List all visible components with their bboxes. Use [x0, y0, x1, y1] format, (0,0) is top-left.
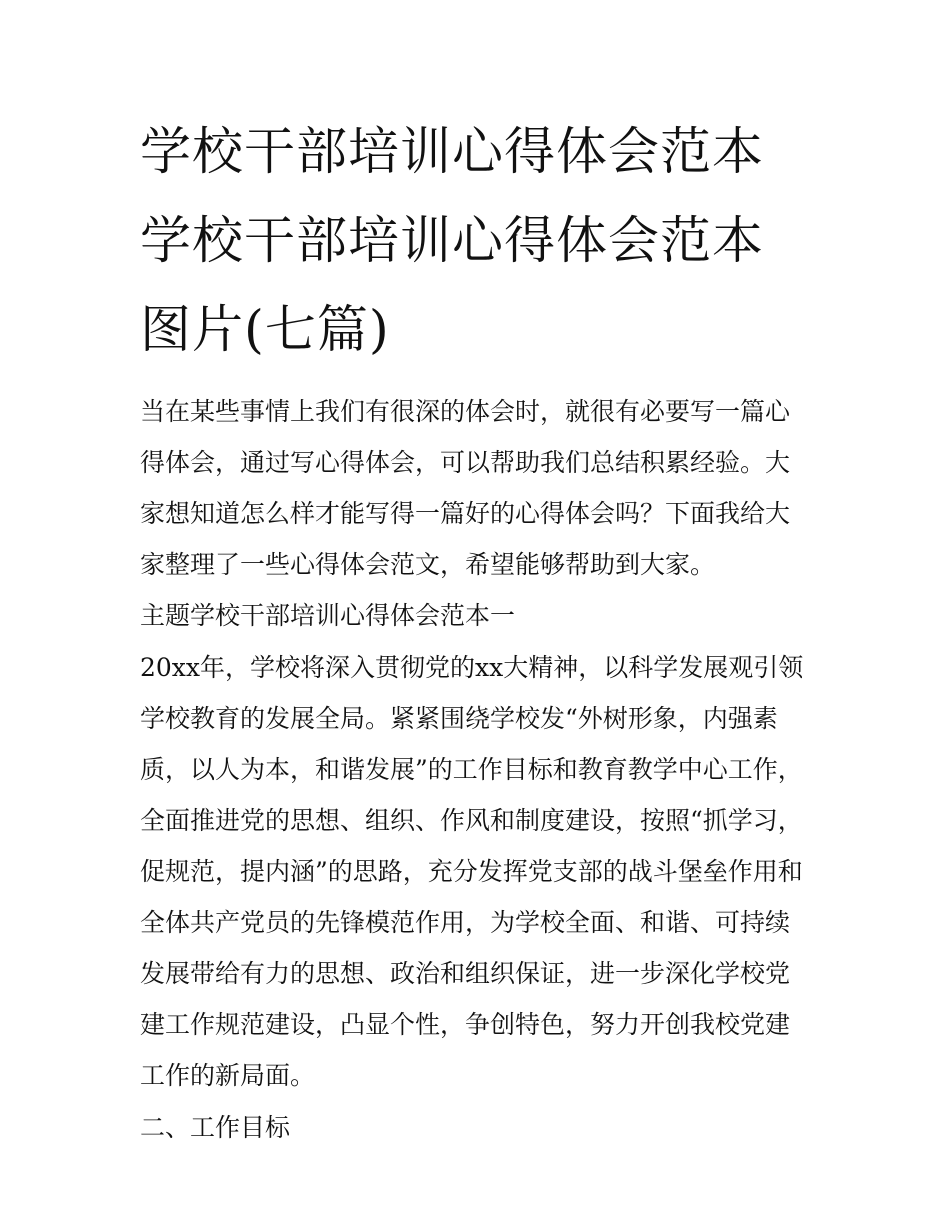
document-title: 学校干部培训心得体会范本 学校干部培训心得体会范本图片(七篇): [140, 123, 765, 360]
document-page: [140, 108, 812, 1153]
body-paragraph: 20xx年，学校将深入贯彻党的xx大精神，以科学发展观引领学校教育的发展全局。紧紧围绕学校发“外树形象，内强素质，以人为本，和谐发展”的工作目标和教育教学中心工作，全面推进党的思想、组织、作风和制度建设，按照“抓学习，促规范，提内涵”的思路，充分发挥党支部的战斗堡垒作用和全体共产党员的先锋模范作用，为学校全面、和谐、可持续发展带给有力的思想、政治和组织保证，进一步深化学校党建工作规范建设，凸显个性，争创特色，努力开创我校党建工作的新局面。: [140, 653, 804, 1090]
intro-paragraph: 当在某些事情上我们有很深的体会时，就很有必要写一篇心得体会，通过写心得体会，可以帮助我们总结积累经验。大家想知道怎么样才能写得一篇好的心得体会吗？下面我给大家整理了一些心得体会范文，希望能够帮助到大家。: [140, 397, 791, 579]
section-heading: 二、工作目标: [140, 1113, 291, 1142]
subheading: 主题学校干部培训心得体会范本一: [140, 601, 516, 630]
